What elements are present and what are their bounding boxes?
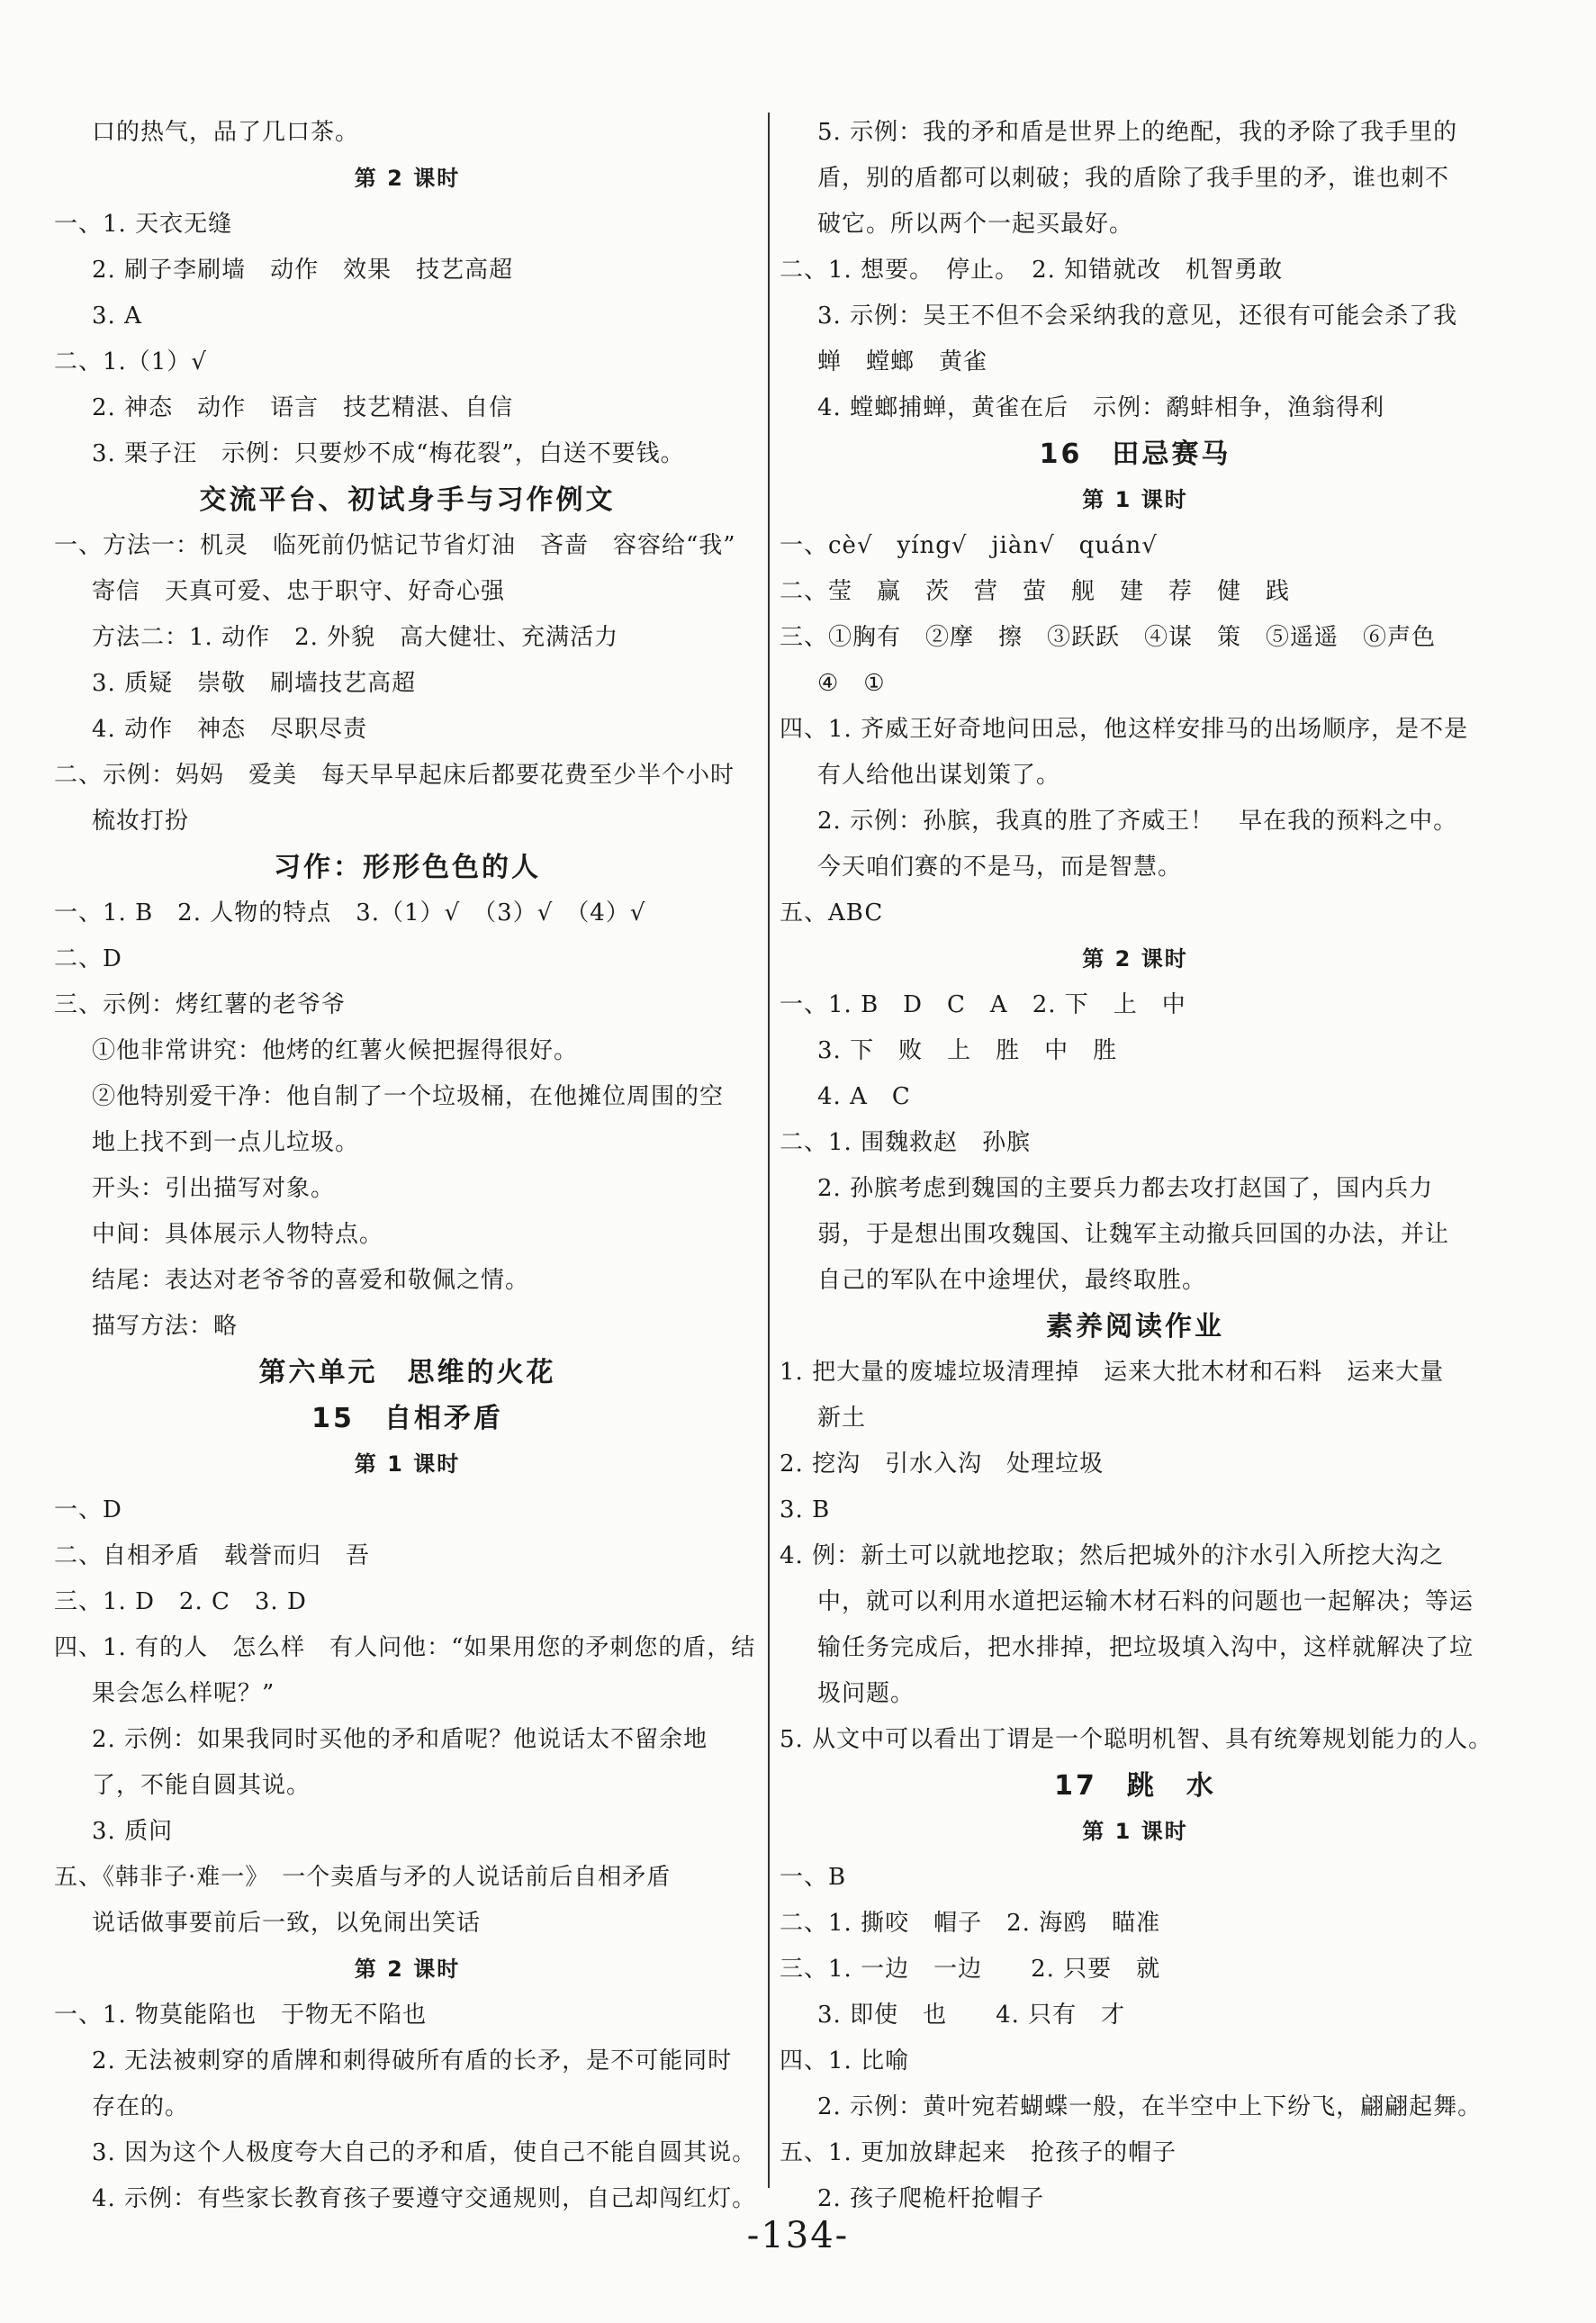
answer-line: 梳妆打扮 (92, 808, 190, 835)
answer-line: 三、1. 一边 一边 2. 只要 就 (780, 1956, 1161, 1983)
answer-line: 3. A (92, 303, 142, 330)
answer-line: 4. 示例：有些家长教育孩子要遵守交通规则，自己却闯红灯。 (92, 2185, 757, 2212)
answer-line: 一、1. B D C A 2. 下 上 中 (780, 991, 1186, 1018)
answer-line: 四、1. 有的人 怎么样 有人问他：“如果用您的矛刺您的盾，结 (54, 1634, 756, 1661)
answer-line: 2. 神态 动作 语言 技艺精湛、自信 (92, 394, 514, 421)
answer-line: 一、1. B 2. 人物的特点 3.（1）√ （3）√ （4）√ (54, 899, 646, 926)
answer-line: 说话做事要前后一致，以免闹出笑话 (92, 1910, 482, 1937)
answer-line: 二、1. 想要。 停止。 2. 知错就改 机智勇敢 (780, 257, 1284, 284)
section-heading: 交流平台、初试身手与习作例文 (199, 484, 616, 516)
section-heading: 第 1 课时 (1082, 1819, 1188, 1844)
answer-line: 4. A C (817, 1083, 911, 1110)
section-heading: 第 2 课时 (1082, 946, 1188, 972)
answer-line: 有人给他出谋划策了。 (817, 762, 1061, 789)
answer-line: ④ ① (817, 670, 886, 697)
answer-line: 3. 即使 也 4. 只有 才 (817, 2002, 1126, 2029)
answer-line: 四、1. 比喻 (780, 2047, 910, 2074)
answer-line: 自己的军队在中途埋伏，最终取胜。 (817, 1267, 1207, 1294)
section-heading: 第 1 课时 (1082, 487, 1188, 512)
answer-line: 描写方法：略 (92, 1313, 239, 1340)
answer-line: 2. 孙膑考虑到魏国的主要兵力都去攻打赵国了，国内兵力 (817, 1175, 1434, 1202)
answer-line: 五、1. 更加放肆起来 抢孩子的帽子 (780, 2139, 1177, 2166)
answer-line: 5. 示例：我的矛和盾是世界上的绝配，我的矛除了我手里的 (817, 119, 1458, 146)
answer-line: 五、《韩非子·难一》 一个卖盾与矛的人说话前后自相矛盾 (54, 1864, 672, 1891)
section-heading: 素养阅读作业 (1046, 1311, 1224, 1342)
answer-line: 盾，别的盾都可以刺破；我的盾除了我手里的矛，谁也刺不 (817, 165, 1450, 192)
answer-line: 2. 示例：孙膑，我真的胜了齐威王！ 早在我的预料之中。 (817, 808, 1458, 835)
section-heading: 第 1 课时 (354, 1451, 461, 1477)
answer-line: 一、B (780, 1864, 847, 1891)
column-divider (768, 113, 770, 2188)
answer-line: 口的热气，品了几口茶。 (92, 119, 360, 146)
section-heading: 第 2 课时 (354, 166, 461, 191)
answer-line: 寄信 天真可爱、忠于职守、好奇心强 (92, 578, 506, 605)
answer-line: 2. 示例：黄叶宛若蝴蝶一般，在半空中上下纷飞，翩翩起舞。 (817, 2093, 1483, 2120)
answer-line: 4. 螳螂捕蝉，黄雀在后 示例：鹬蚌相争，渔翁得利 (817, 394, 1385, 421)
answer-line: 二、1.（1）√ (54, 348, 207, 375)
answer-line: 2. 刷子李刷墙 动作 效果 技艺高超 (92, 257, 514, 284)
answer-line: 3. 质疑 崇敬 刷墙技艺高超 (92, 670, 417, 697)
answer-line: 三、①胸有 ②摩 擦 ③跃跃 ④谋 策 ⑤遥遥 ⑥声色 (780, 624, 1437, 651)
answer-line: 五、ABC (780, 899, 884, 926)
answer-line: 存在的。 (92, 2093, 190, 2120)
section-heading: 15 自相矛盾 (311, 1403, 503, 1434)
answer-line: 三、1. D 2. C 3. D (54, 1588, 307, 1615)
section-heading: 习作：形形色色的人 (274, 852, 541, 883)
answer-line: 二、1. 围魏救赵 孙膑 (780, 1129, 1032, 1156)
answer-line: 中，就可以利用水道把运输木材石料的问题也一起解决；等运 (817, 1588, 1474, 1615)
answer-line: ②他特别爱干净：他自制了一个垃圾桶，在他摊位周围的空 (92, 1083, 725, 1110)
answer-line: 果会怎么样呢？” (92, 1680, 275, 1707)
section-heading: 第六单元 思维的火花 (258, 1357, 556, 1388)
answer-line: 四、1. 齐威王好奇地问田忌，他这样安排马的出场顺序，是不是 (780, 716, 1469, 743)
answer-line: 弱，于是想出围攻魏国、让魏军主动撤兵回国的办法，并让 (817, 1221, 1450, 1248)
answer-line: 2. 孩子爬桅杆抢帽子 (817, 2185, 1045, 2212)
answer-line: 二、莹 赢 茨 营 萤 舰 建 荐 健 践 (780, 578, 1291, 605)
answer-line: 3. 下 败 上 胜 中 胜 (817, 1037, 1118, 1064)
answer-line: 蝉 螳螂 黄雀 (817, 348, 988, 375)
answer-line: 1. 把大量的废墟垃圾清理掉 运来大批木材和石料 运来大量 (780, 1359, 1445, 1386)
section-heading: 第 2 课时 (354, 1957, 461, 1982)
answer-line: 结尾：表达对老爷爷的喜爱和敬佩之情。 (92, 1267, 530, 1294)
answer-line: 新土 (817, 1405, 867, 1432)
page-number: -134- (746, 2215, 850, 2256)
answer-line: 圾问题。 (817, 1680, 915, 1707)
answer-line: 一、1. 物莫能陷也 于物无不陷也 (54, 2002, 428, 2029)
answer-line: 3. B (780, 1496, 831, 1523)
answer-line: 开头：引出描写对象。 (92, 1175, 336, 1202)
section-heading: 16 田忌赛马 (1039, 438, 1231, 470)
answer-line: 一、1. 天衣无缝 (54, 211, 233, 238)
answer-line: 一、方法一：机灵 临死前仍惦记节省灯油 吝啬 容容给“我” (54, 532, 736, 559)
answer-line: 3. 栗子汪 示例：只要炒不成“梅花裂”，白送不要钱。 (92, 440, 685, 467)
right-column (780, 110, 1491, 2222)
answer-line: 地上找不到一点儿垃圾。 (92, 1129, 360, 1156)
answer-line: 二、自相矛盾 载誉而归 吾 (54, 1542, 371, 1569)
answer-line: 2. 示例：如果我同时买他的矛和盾呢？他说话太不留余地 (92, 1726, 708, 1753)
answer-line: 输任务完成后，把水排掉，把垃圾填入沟中，这样就解决了垃 (817, 1634, 1474, 1661)
answer-line: 二、1. 撕咬 帽子 2. 海鸥 瞄准 (780, 1910, 1161, 1937)
answer-line: 一、D (54, 1496, 122, 1523)
answer-line: 了，不能自圆其说。 (92, 1772, 311, 1799)
answer-line: 方法二：1. 动作 2. 外貌 高大健壮、充满活力 (92, 624, 619, 651)
answer-line: 3. 质问 (92, 1818, 174, 1845)
answer-line: ①他非常讲究：他烤的红薯火候把握得很好。 (92, 1037, 579, 1064)
answer-line: 4. 例：新土可以就地挖取；然后把城外的汴水引入所挖大沟之 (780, 1542, 1445, 1569)
section-heading: 17 跳 水 (1054, 1770, 1216, 1802)
answer-line: 4. 动作 神态 尽职尽责 (92, 716, 368, 743)
answer-line: 3. 示例：吴王不但不会采纳我的意见，还很有可能会杀了我 (817, 303, 1458, 330)
answer-line: 破它。所以两个一起买最好。 (817, 211, 1134, 238)
answer-line: 二、D (54, 945, 122, 972)
answer-line: 三、示例：烤红薯的老爷爷 (54, 991, 347, 1018)
answer-line: 今天咱们赛的不是马，而是智慧。 (817, 854, 1183, 881)
answer-line: 2. 挖沟 引水入沟 处理垃圾 (780, 1451, 1105, 1478)
answer-line: 二、示例：妈妈 爱美 每天早早起床后都要花费至少半个小时 (54, 762, 735, 789)
answer-line: 3. 因为这个人极度夸大自己的矛和盾，使自己不能自圆其说。 (92, 2139, 757, 2166)
answer-line: 5. 从文中可以看出丁谓是一个聪明机智、具有统筹规划能力的人。 (780, 1726, 1493, 1753)
left-column (54, 110, 761, 2222)
answer-line: 2. 无法被刺穿的盾牌和刺得破所有盾的长矛，是不可能同时 (92, 2047, 733, 2074)
answer-line: 一、cè√ yíng√ jiàn√ quán√ (780, 532, 1158, 559)
answer-line: 中间：具体展示人物特点。 (92, 1221, 384, 1248)
